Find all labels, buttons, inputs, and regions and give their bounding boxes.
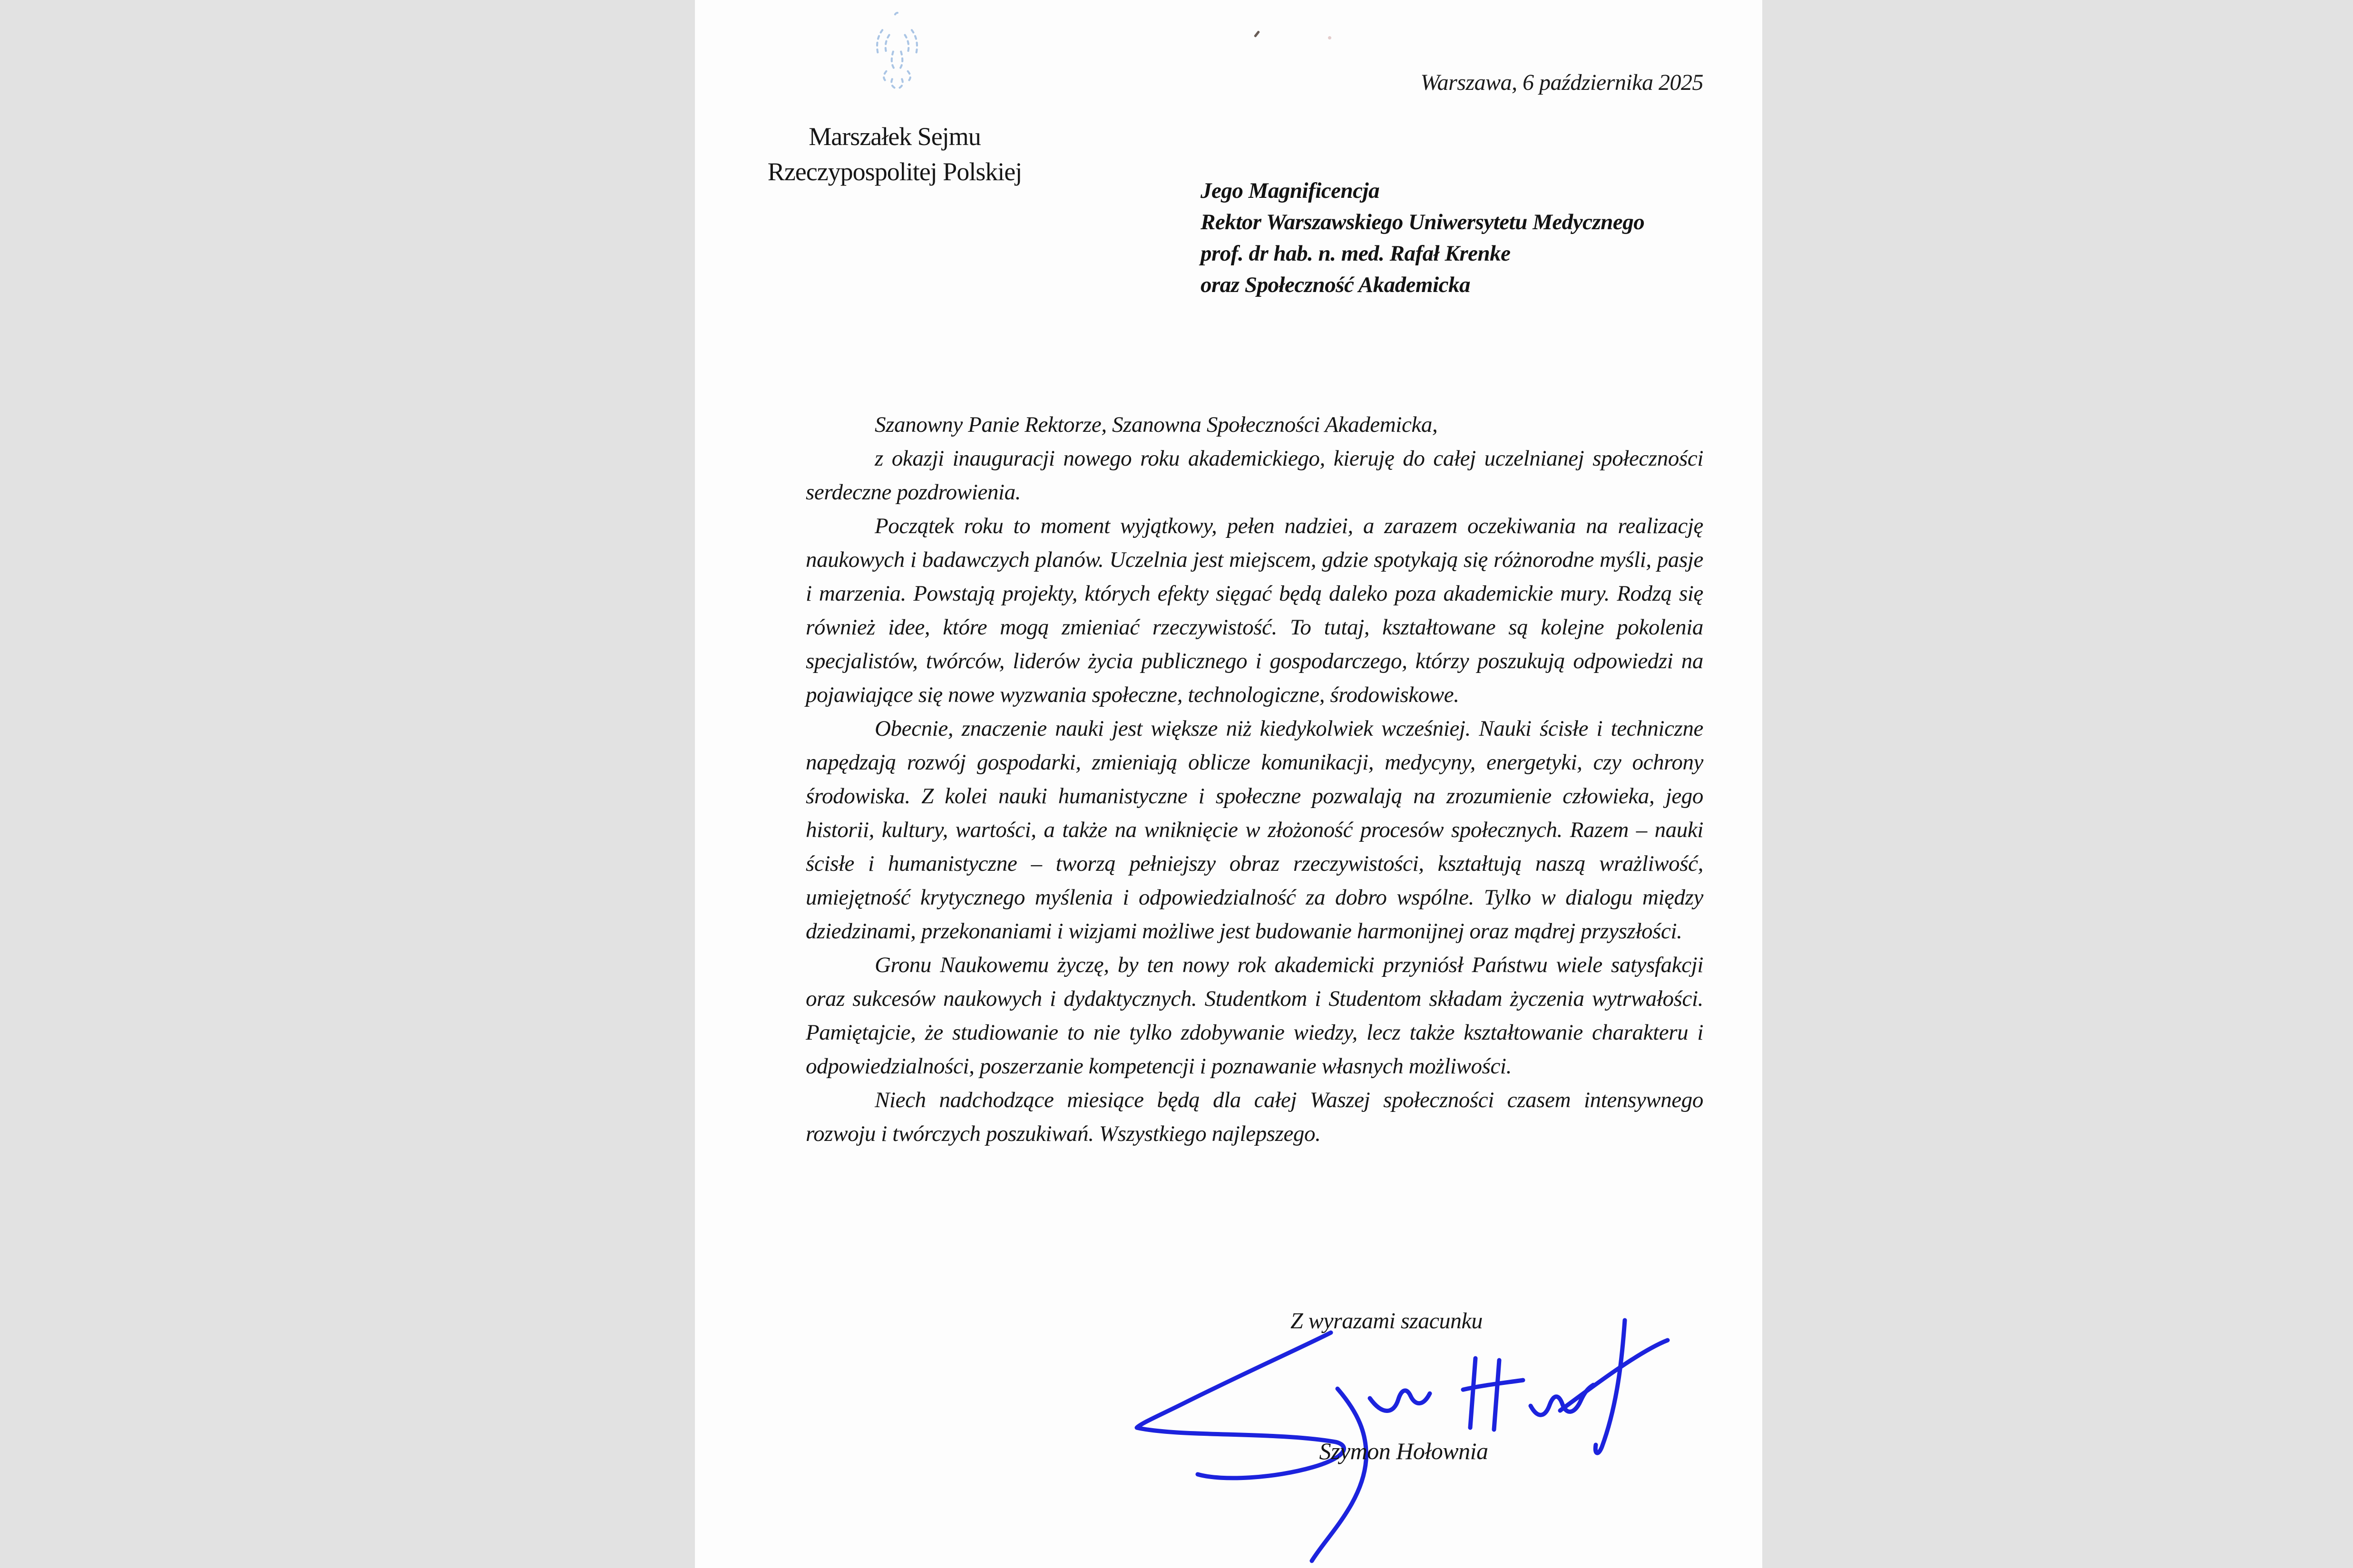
paragraphs-container: [806, 442, 1703, 1151]
signature-stroke: [1312, 1389, 1366, 1561]
letter-body: [806, 408, 1703, 1151]
letter-page: [695, 0, 1762, 1568]
signature-stroke: [1370, 1391, 1430, 1411]
recipient-line: Rektor Warszawskiego Uniwersytetu Medycznego: [1201, 210, 1645, 234]
eagle-emblem-icon: [866, 10, 928, 91]
signature-name: Szymon Hołownia: [1319, 1438, 1488, 1464]
body-paragraph: Gronu Naukowemu życzę, by ten nowy rok akademicki przyniósł Państwu wiele satysfakcji oraz sukcesów naukowych i dydaktycznych. Studentkom i Studentom składam życzenia wytrwałości. Pamiętajcie, że studiowanie to nie tylko zdobywanie wiedzy, lecz także kształtowanie charakteru i odpowiedzialności, poszerzanie kompetencji i poznawanie własnych możliwości.: [806, 953, 1703, 1079]
body-paragraph: Obecnie, znaczenie nauki jest większe niż kiedykolwiek wcześniej. Nauki ścisłe i techniczne napędzają rozwój gospodarki, zmieniają oblicze komunikacji, medycyny, energetyki, czy ochrony środowiska. Z kolei nauki humanistyczne i społeczne pozwalają na zrozumienie człowieka, jego historii, kultury, wartości, a także na wniknięcie w złożoność procesów społecznych. Razem – nauki ścisłe i humanistyczne – tworzą pełniejszy obraz rzeczywistości, kształtują naszą wrażliwość, umiejętność krytycznego myślenia i odpowiedzialność za dobro wspólne. Tylko w dialogu między dziedzinami, przekonaniami i wizjami możliwe jest budowanie harmonijnej oraz mądrej przyszłości.: [806, 716, 1703, 944]
recipient-line: prof. dr hab. n. med. Rafał Krenke: [1201, 241, 1511, 266]
recipient-block: [1201, 175, 1724, 301]
sender-title-line: Marszałek Sejmu: [809, 122, 981, 151]
salutation: Szanowny Panie Rektorze, Szanowna Społeczności Akademicka,: [875, 412, 1438, 437]
signature-stroke: [1494, 1360, 1499, 1430]
valediction: Z wyrazami szacunku: [1290, 1308, 1483, 1334]
body-paragraph: Niech nadchodzące miesiące będą dla całej Waszej społeczności czasem intensywnego rozwoju i twórczych poszukiwań. Wszystkiego najlepszego.: [806, 1088, 1703, 1146]
signature-stroke: [1595, 1320, 1625, 1453]
body-paragraph: Początek roku to moment wyjątkowy, pełen nadziei, a zarazem oczekiwania na realizację naukowych i badawczych planów. Uczelnia jest miejscem, gdzie spotykają się różnorodne myśli, pasje i marzenia. Powstają projekty, których efekty sięgać będą daleko poza akademickie mury. Rodzą się również idee, które mogą zmieniać rzeczywistość. To tutaj, kształtowane są kolejne pokolenia specjalistów, twórców, liderów życia publicznego i gospodarczego, którzy poszukują odpowiedzi na pojawiające się nowe wyzwania społeczne, technologiczne, środowiskowe.: [806, 514, 1703, 707]
scan-artifact: [1254, 30, 1260, 38]
body-paragraph: z okazji inauguracji nowego roku akademickiego, kieruję do całej uczelnianej społeczności serdeczne pozdrowienia.: [806, 446, 1703, 505]
signature-stroke: [1470, 1358, 1475, 1428]
date-line: Warszawa, 6 października 2025: [1420, 70, 1703, 95]
scan-artifact: [1328, 36, 1331, 39]
recipient-line: oraz Społeczność Akademicka: [1201, 273, 1471, 297]
sender-title-line: Rzeczypospolitej Polskiej: [767, 157, 1022, 186]
recipient-line: Jego Magnificencja: [1201, 178, 1380, 203]
sender-letterhead: [695, 119, 1094, 189]
